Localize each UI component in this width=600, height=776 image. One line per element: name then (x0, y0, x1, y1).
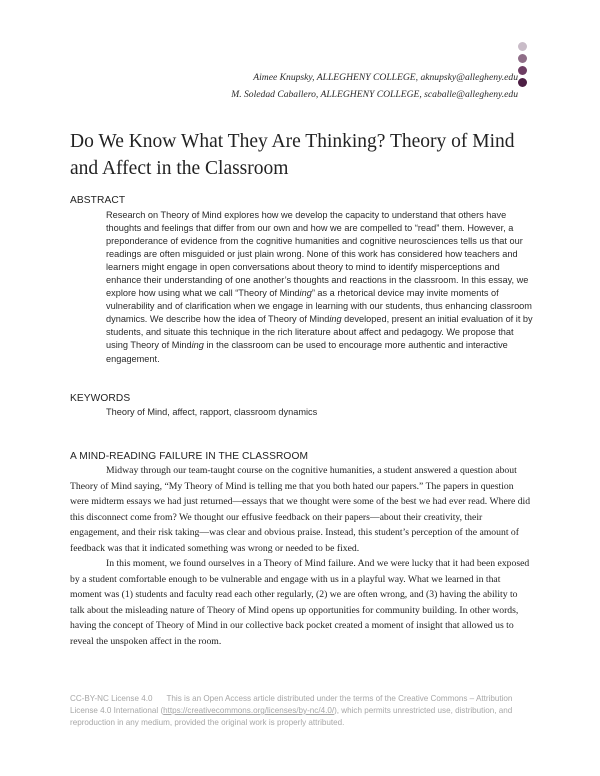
abstract-text-part-3: developed, present an initial evaluation of it by students, and situate this technique in the rich literature about affect and pedagogy. We propose that using Theory of Mind (106, 314, 533, 351)
abstract-text-part-1: Research on Theory of Mind explores how we develop the capacity to understand that others have thoughts and feelings that differ from our own and how we are compelled to “read” them. However, a preponderance of evidence from the cognitive humanities and cognitive neurosciences tells us that our readings are often misguided or just plain wrong. None of this work has considered how teachers and learners might engage in open conversations about theory to mind to identify misperceptions and enhance their understanding of one another’s thoughts and reactions in the classroom. In this essay, we explore how using what we call “Theory of Mind (106, 210, 529, 299)
keywords-text: Theory of Mind, affect, rapport, classroom dynamics (106, 407, 318, 417)
section-body (70, 463, 532, 650)
license-footer (70, 693, 530, 729)
author-line-1: Aimee Knupsky, ALLEGHENY COLLEGE, aknupsky@allegheny.edu (253, 72, 518, 83)
license-text-after-link: ), which permits unrestricted use, distribution, and reproduction in any medium, provided the original work is properly attributed. (70, 705, 513, 727)
abstract-heading: ABSTRACT (70, 195, 126, 206)
abstract-text-end: in the classroom can be used to encourage more authentic and interactive engagement. (106, 340, 508, 364)
logo-dot-2 (518, 54, 527, 63)
abstract-italic-3: ing (191, 340, 204, 351)
author-block (231, 69, 518, 103)
logo-dot-3 (518, 66, 527, 75)
article-title: Do We Know What They Are Thinking? Theory of Mind and Affect in the Classroom (70, 131, 515, 179)
logo-dot-1 (518, 42, 527, 51)
abstract-italic-1: ing (299, 288, 312, 299)
license-link[interactable]: https://creativecommons.org/licenses/by-nc/4.0/ (163, 705, 335, 715)
abstract-text (106, 209, 534, 366)
section-heading: A MIND-READING FAILURE IN THE CLASSROOM (70, 451, 309, 462)
logo-dot-4 (518, 78, 527, 87)
author-line-2: M. Soledad Caballero, ALLEGHENY COLLEGE, scaballe@allegheny.edu (231, 89, 518, 100)
journal-logo-dots (518, 42, 528, 90)
body-paragraph-2: In this moment, we found ourselves in a Theory of Mind failure. And we were lucky that it had been exposed by a student comfortable enough to be vulnerable and engage with us in a playful way. What we learned in that moment was (1) students and faculty read each other regularly, (2) we are often wrong, and (3) having the ability to talk about the misleading nature of Theory of Mind opens up opportunities for community building. In other words, having the concept of Theory of Mind in our collective back pocket created a moment of insight that allowed us to reveal the unspoken affect in the room. (70, 558, 530, 648)
license-text-before-link: This is an Open Access article distributed under the terms of the Creative Commons – Attribution License 4.0 International ( (70, 694, 513, 715)
license-label: CC-BY-NC License 4.0 (70, 694, 153, 703)
keywords-heading: KEYWORDS (70, 393, 131, 404)
abstract-text-part-2: ” as a rhetorical device may invite moments of vulnerability and of clarification when we engage in learning with our students, thus enhancing classroom dynamics. We describe how the idea of Theory of Mind (106, 288, 532, 325)
body-paragraph-1: Midway through our team-taught course on the cognitive humanities, a student answered a question about Theory of Mind saying, “My Theory of Mind is telling me that you both hated our papers.” The papers in question were midterm essays we had just returned—essays that we thought were some of the best we had ever read. Where did this disconnect come from? We thought our effusive feedback on their papers—about their creativity, their engagement, and their risk taking—was clear and obvious praise. Instead, this student’s perception of the amount of feedback was that it indicated something was wrong or needed to be fixed. (70, 465, 531, 554)
abstract-italic-2: ing (329, 314, 342, 325)
